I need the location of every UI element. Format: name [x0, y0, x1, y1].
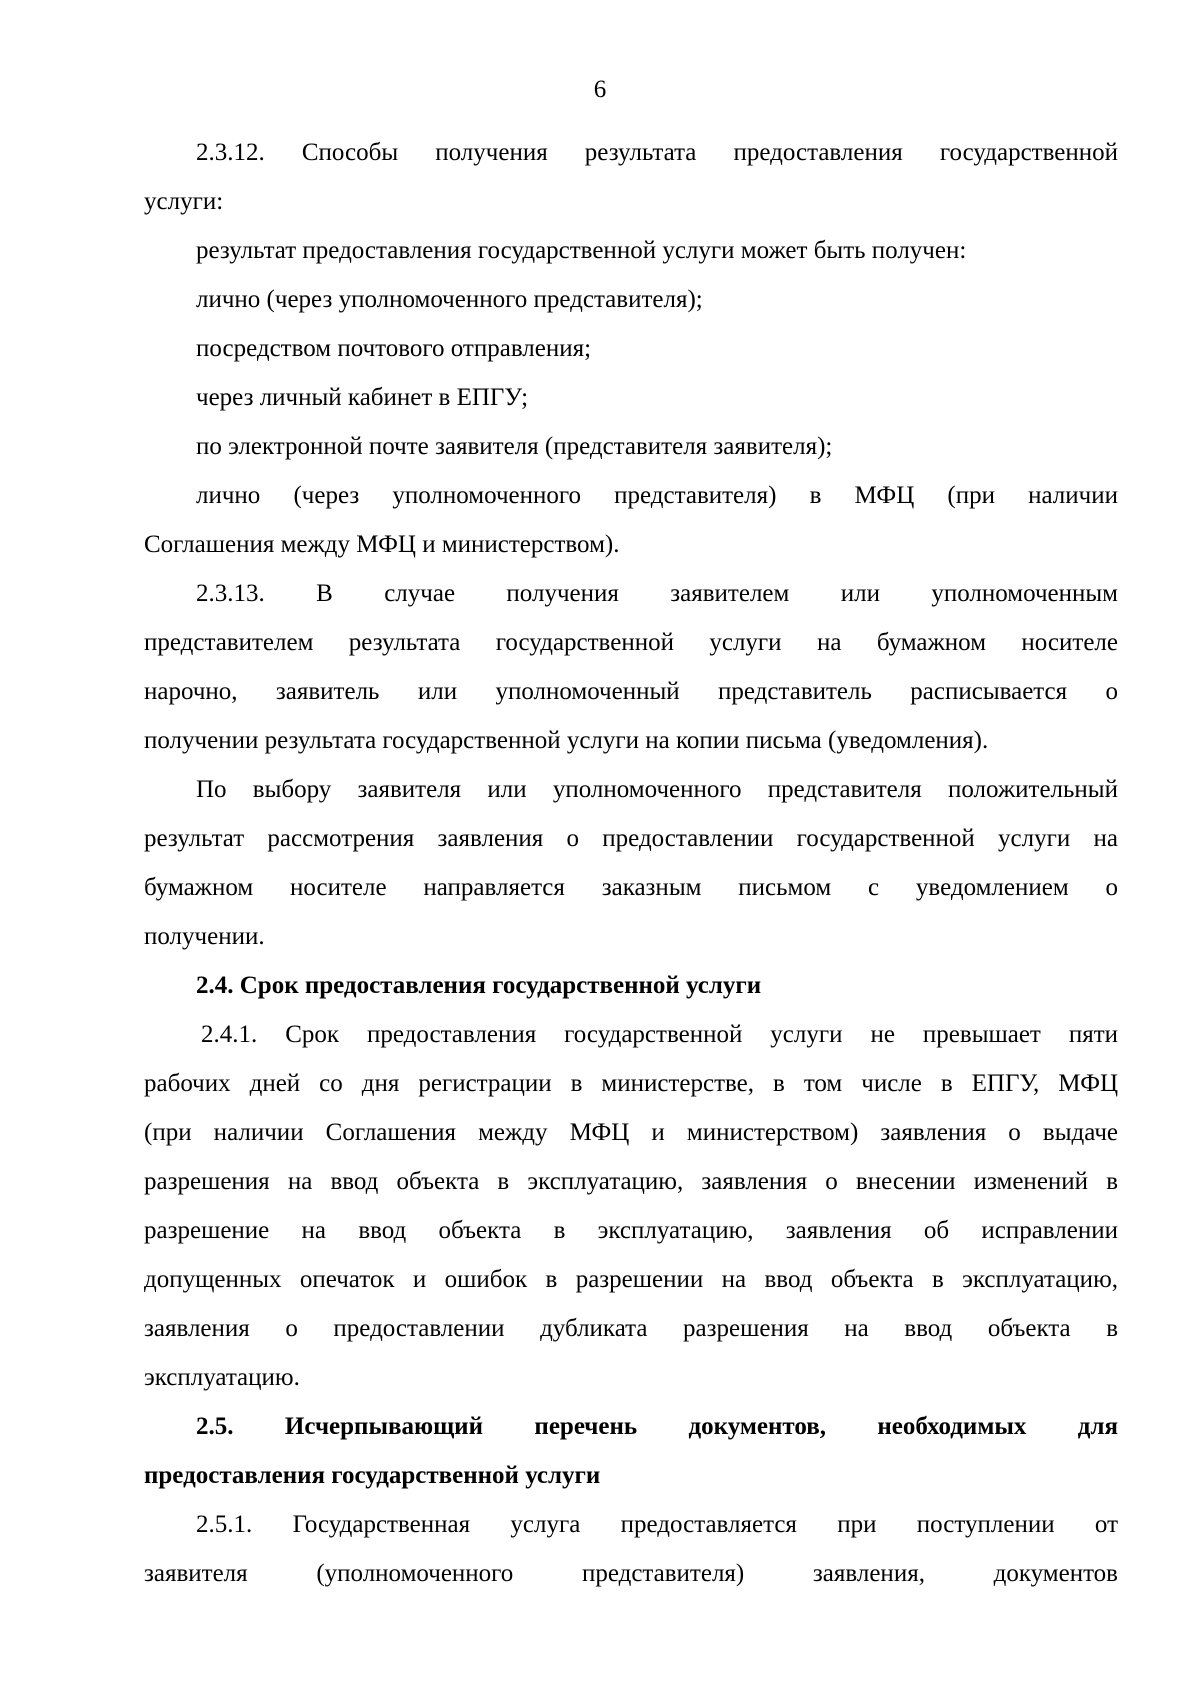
paragraph-line: 2.3.13. В случае получения заявителем или уполномоченным — [196, 580, 1118, 607]
paragraph-line: допущенных опечаток и ошибок в разрешении на ввод объекта в эксплуатацию, — [144, 1266, 1118, 1293]
paragraph-line: бумажном носителе направляется заказным письмом с уведомлением о — [144, 874, 1118, 901]
section-heading: 2.4. Срок предоставления государственной услуги — [196, 972, 762, 999]
section-heading: предоставления государственной услуги — [144, 1462, 601, 1489]
paragraph-line: результат рассмотрения заявления о предоставлении государственной услуги на — [144, 825, 1118, 852]
list-item: лично (через уполномоченного представителя) в МФЦ (при наличии — [196, 482, 1118, 509]
paragraph-line: По выбору заявителя или уполномоченного представителя положительный — [196, 776, 1118, 803]
list-item: Соглашения между МФЦ и министерством). — [144, 531, 620, 558]
paragraph-line: разрешение на ввод объекта в эксплуатацию, заявления об исправлении — [144, 1217, 1118, 1244]
paragraph-line: представителем результата государственной услуги на бумажном носителе — [144, 629, 1118, 656]
paragraph-line: получении. — [144, 923, 265, 950]
paragraph-line: получении результата государственной услуги на копии письма (уведомления). — [144, 727, 989, 754]
list-item: лично (через уполномоченного представителя); — [196, 286, 703, 313]
paragraph-line: разрешения на ввод объекта в эксплуатацию, заявления о внесении изменений в — [144, 1168, 1118, 1195]
paragraph-line: (при наличии Соглашения между МФЦ и министерством) заявления о выдаче — [144, 1119, 1118, 1146]
paragraph-line: услуги: — [144, 188, 224, 215]
list-item: через личный кабинет в ЕПГУ; — [196, 384, 529, 411]
paragraph-line: результат предоставления государственной услуги может быть получен: — [196, 237, 967, 264]
paragraph-line: заявления о предоставлении дубликата разрешения на ввод объекта в — [144, 1315, 1118, 1342]
paragraph-line: 2.3.12. Способы получения результата предоставления государственной — [196, 139, 1118, 166]
document-body — [144, 128, 1118, 1598]
page-number: 6 — [593, 76, 607, 103]
paragraph-line: 2.5.1. Государственная услуга предоставляется при поступлении от — [196, 1511, 1118, 1538]
paragraph-line: 2.4.1. Срок предоставления государственной услуги не превышает пяти — [201, 1021, 1118, 1048]
list-item: посредством почтового отправления; — [196, 335, 592, 362]
paragraph-line: нарочно, заявитель или уполномоченный представитель расписывается о — [144, 678, 1118, 705]
paragraph-line: эксплуатацию. — [144, 1364, 300, 1391]
section-heading: 2.5. Исчерпывающий перечень документов, необходимых для — [196, 1413, 1118, 1440]
paragraph-line: заявителя (уполномоченного представителя) заявления, документов — [144, 1560, 1118, 1587]
paragraph-line: рабочих дней со дня регистрации в министерстве, в том числе в ЕПГУ, МФЦ — [144, 1070, 1118, 1097]
list-item: по электронной почте заявителя (представителя заявителя); — [196, 433, 833, 460]
